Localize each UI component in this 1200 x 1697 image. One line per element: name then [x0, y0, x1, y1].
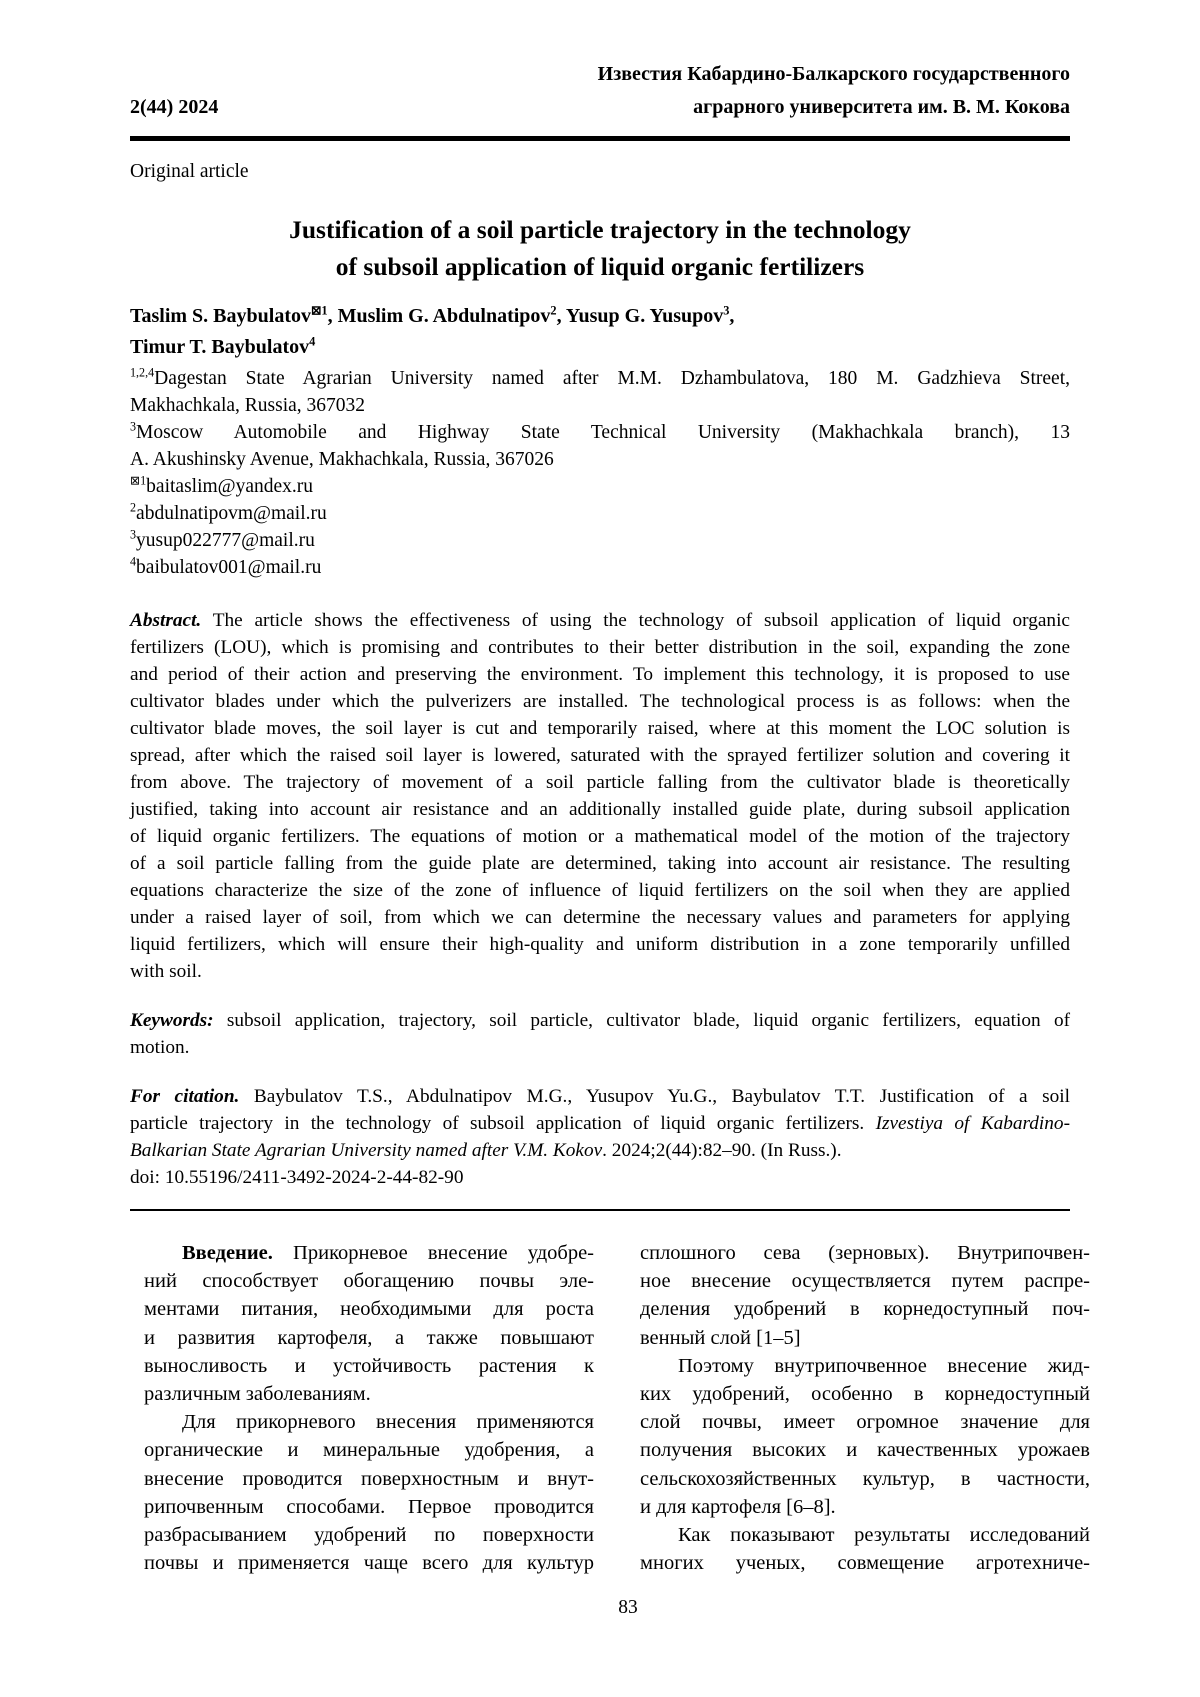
- title-line-1: Justification of a soil particle trajectory in the technology: [289, 215, 911, 244]
- text-line: [144, 1493, 594, 1521]
- text-run: Abstract.: [130, 610, 202, 631]
- text-run: Прикорневое внесение удобре-: [272, 1242, 594, 1264]
- text-run: Baybulatov T.S., Abdulnatipov M.G., Yusupov Yu.G., Baybulatov T.T. Justification of a soil: [239, 1086, 1071, 1107]
- superscript-marker: 4: [130, 554, 137, 569]
- text-run: Как показывают результаты исследований: [678, 1524, 1090, 1547]
- text-run: венный слой [1–5]: [640, 1326, 801, 1349]
- affiliation-1: [130, 365, 1070, 419]
- text-line: [144, 1352, 594, 1380]
- text-line: [130, 365, 1070, 392]
- superscript-marker: ⊠1: [311, 303, 328, 318]
- text-run: cultivator blade moves, the soil layer is cut and temporarily raised, where at this moment the LOC solution is: [130, 718, 1070, 739]
- text-run: equations characterize the size of the zone of influence of liquid fertilizers on the soil when they are applied: [130, 880, 1070, 901]
- text-line: [144, 1324, 594, 1352]
- text-run: получения высоких и качественных урожаев: [640, 1439, 1090, 1462]
- text-line: [640, 1295, 1090, 1323]
- text-line: [640, 1408, 1090, 1436]
- text-run: under a raised layer of soil, from which we can determine the necessary values and parameters for applying: [130, 907, 1070, 928]
- text-line: [130, 1007, 1070, 1034]
- superscript-marker: 3: [723, 303, 730, 318]
- text-run: liquid fertilizers, which will ensure their high-quality and uniform distribution in a zone temporarily unfilled: [130, 934, 1070, 955]
- text-line: [640, 1267, 1090, 1295]
- text-run: Dagestan State Agrarian University named after M.M. Dzhambulatova, 180 M. Gadzhieva Street,: [154, 368, 1070, 389]
- text-line: [144, 1465, 594, 1493]
- text-line: [144, 1239, 594, 1267]
- text-line: [130, 823, 1070, 850]
- text-run: и развития картофеля, а также повышают: [144, 1326, 594, 1349]
- journal-title: [598, 58, 1070, 124]
- text-run: Для прикорневого внесения применяются: [182, 1411, 594, 1434]
- text-run: of liquid organic fertilizers. The equations of motion or a mathematical model of the motion of the trajectory: [130, 826, 1070, 847]
- text-run: and period of their action and preserving the environment. To implement this technology, it is proposed to use: [130, 664, 1070, 685]
- article-title: [130, 211, 1070, 285]
- text-run: with soil.: [130, 961, 202, 982]
- text-line: [130, 715, 1070, 742]
- text-run: Keywords:: [130, 1010, 214, 1031]
- text-line: [130, 1083, 1070, 1110]
- citation-paragraph: [130, 1083, 1070, 1191]
- text-line: [130, 634, 1070, 661]
- text-run: ментами питания, необходимыми для роста: [144, 1298, 594, 1321]
- text-run: spread, after which the raised soil layer is lowered, saturated with the sprayed fertilizer solution and covering it: [130, 745, 1070, 766]
- text-run: cultivator blades under which the pulverizers are installed. The technological process is as follows: when the: [130, 691, 1070, 712]
- text-run: doi: 10.55196/2411-3492-2024-2-44-82-90: [130, 1167, 464, 1188]
- text-line: [130, 958, 1070, 985]
- text-run: Moscow Automobile and Highway State Technical University (Makhachkala branch), 13: [136, 422, 1070, 443]
- text-line: [130, 1137, 1070, 1164]
- text-line: [144, 1267, 594, 1295]
- column-right: [640, 1239, 1090, 1577]
- superscript-marker: 4: [309, 334, 316, 349]
- text-line: [130, 301, 1070, 332]
- journal-header: [130, 0, 1070, 141]
- keywords-paragraph: [130, 1007, 1070, 1061]
- emails-block: [130, 473, 1070, 581]
- text-line: [130, 446, 1070, 473]
- text-line: [144, 1436, 594, 1464]
- text-run: разбрасыванием удобрений по поверхности: [144, 1524, 594, 1547]
- text-run: particle trajectory in the technology of subsoil application of liquid organic fertilizers.: [130, 1113, 876, 1134]
- text-line: [130, 1164, 1070, 1191]
- text-line: [144, 1521, 594, 1549]
- text-run: сплошного сева (зерновых). Внутрипочвен-: [640, 1242, 1090, 1264]
- text-run: of a soil particle falling from the guide plate are determined, taking into account air resistance. The resulting: [130, 853, 1070, 874]
- text-run: Поэтому внутрипочвенное внесение жид-: [678, 1354, 1090, 1377]
- text-run: различным заболеваниям.: [144, 1383, 371, 1406]
- journal-title-line2: аграрного университета им. В. М. Кокова: [693, 96, 1070, 118]
- journal-title-line1: Известия Кабардино-Балкарского государственного: [597, 63, 1070, 85]
- text-run: subsoil application, trajectory, soil particle, cultivator blade, liquid organic fertilizers, equation of: [213, 1010, 1070, 1031]
- text-run: justified, taking into account air resistance and an additionally installed guide plate, during subsoil application: [130, 799, 1070, 820]
- text-run: выносливость и устойчивость растения к: [144, 1354, 594, 1377]
- superscript-marker: 2: [130, 500, 137, 515]
- text-run: ное внесение осуществляется путем распре-: [640, 1270, 1090, 1293]
- text-line: [130, 392, 1070, 419]
- text-line: [130, 931, 1070, 958]
- text-line: [130, 904, 1070, 931]
- text-run: ний способствует обогащению почвы эле-: [144, 1270, 594, 1293]
- text-run: рипочвенным способами. Первое проводится: [144, 1495, 594, 1518]
- text-line: [130, 661, 1070, 688]
- text-line: [640, 1352, 1090, 1380]
- text-run: , Muslim G. Abdulnatipov: [327, 305, 551, 327]
- text-line: [130, 796, 1070, 823]
- text-run: motion.: [130, 1037, 190, 1058]
- text-run: A. Akushinsky Avenue, Makhachkala, Russia, 367026: [130, 449, 554, 470]
- text-run: почвы и применяется чаще всего для культур: [144, 1552, 594, 1575]
- text-run: The article shows the effectiveness of using the technology of subsoil application of liquid organic: [201, 610, 1070, 631]
- text-run: ,: [729, 305, 735, 327]
- text-line: [130, 1110, 1070, 1137]
- text-run: Balkarian State Agrarian University named after V.M. Kokov: [130, 1140, 603, 1161]
- text-run: , Yusup G. Yusupov: [556, 305, 724, 327]
- text-run: Makhachkala, Russia, 367032: [130, 395, 366, 416]
- text-run: baitaslim@yandex.ru: [146, 476, 314, 497]
- text-run: from above. The trajectory of movement of a soil particle falling from the cultivator blade is theoretically: [130, 772, 1070, 793]
- intro-columns: [144, 1239, 1090, 1577]
- affiliations-block: [130, 365, 1070, 473]
- superscript-marker: 1,2,4: [130, 365, 155, 380]
- email-line-2: [130, 500, 1070, 527]
- text-run: Izvestiya of Kabardino-: [875, 1113, 1070, 1134]
- affiliation-2: [130, 419, 1070, 473]
- abstract-paragraph: [130, 607, 1070, 985]
- text-run: baibulatov001@mail.ru: [136, 557, 322, 578]
- email-line-1: [130, 473, 1070, 500]
- page-number: 83: [618, 1597, 638, 1619]
- text-line: [640, 1436, 1090, 1464]
- text-run: abdulnatipovm@mail.ru: [136, 503, 327, 524]
- column-left: [144, 1239, 594, 1577]
- text-line: [640, 1380, 1090, 1408]
- text-line: [130, 607, 1070, 634]
- text-line: [640, 1465, 1090, 1493]
- text-run: yusup022777@mail.ru: [136, 530, 315, 551]
- text-line: [130, 688, 1070, 715]
- authors-block: [130, 301, 1070, 363]
- text-line: [130, 850, 1070, 877]
- text-line: [130, 742, 1070, 769]
- superscript-marker: ⊠1: [130, 473, 147, 488]
- text-line: [640, 1324, 1090, 1352]
- text-run: . 2024;2(44):82–90. (In Russ.).: [602, 1140, 842, 1161]
- text-line: [130, 1034, 1070, 1061]
- text-run: внесение проводится поверхностным и внут-: [144, 1467, 594, 1490]
- text-run: Timur T. Baybulatov: [130, 336, 310, 358]
- text-line: [144, 1549, 594, 1577]
- text-run: Введение.: [182, 1242, 273, 1264]
- text-line: [144, 1295, 594, 1323]
- text-run: слой почвы, имеет огромное значение для: [640, 1411, 1090, 1434]
- text-line: [130, 419, 1070, 446]
- superscript-marker: 2: [550, 303, 557, 318]
- title-line-2: of subsoil application of liquid organic fertilizers: [335, 252, 865, 281]
- superscript-marker: 3: [130, 419, 137, 434]
- superscript-marker: 3: [130, 527, 137, 542]
- text-run: ких удобрений, особенно в корнедоступный: [640, 1383, 1090, 1406]
- text-line: [640, 1521, 1090, 1549]
- text-line: [130, 332, 1070, 363]
- text-line: [640, 1239, 1090, 1267]
- text-run: сельскохозяйственных культур, в частности,: [640, 1467, 1090, 1490]
- text-line: [640, 1493, 1090, 1521]
- email-line-3: [130, 527, 1070, 554]
- text-line: [640, 1549, 1090, 1577]
- text-run: органические и минеральные удобрения, а: [144, 1439, 594, 1462]
- text-line: [144, 1408, 594, 1436]
- email-line-4: [130, 554, 1070, 581]
- text-run: деления удобрений в корнедоступный поч-: [640, 1298, 1090, 1321]
- issue-number: 2(44) 2024: [130, 96, 219, 118]
- text-run: Taslim S. Baybulatov: [130, 305, 311, 327]
- text-run: и для картофеля [6–8].: [640, 1495, 836, 1518]
- text-run: многих ученых, совмещение агротехниче-: [640, 1552, 1090, 1575]
- text-line: [144, 1380, 594, 1408]
- article-type-label: Original article: [130, 161, 249, 182]
- text-run: For citation.: [130, 1086, 240, 1107]
- section-divider: [130, 1209, 1070, 1211]
- text-run: fertilizers (LOU), which is promising and contributes to their better distribution in the soil, expanding the zone: [130, 637, 1070, 658]
- text-line: [130, 769, 1070, 796]
- text-line: [130, 877, 1070, 904]
